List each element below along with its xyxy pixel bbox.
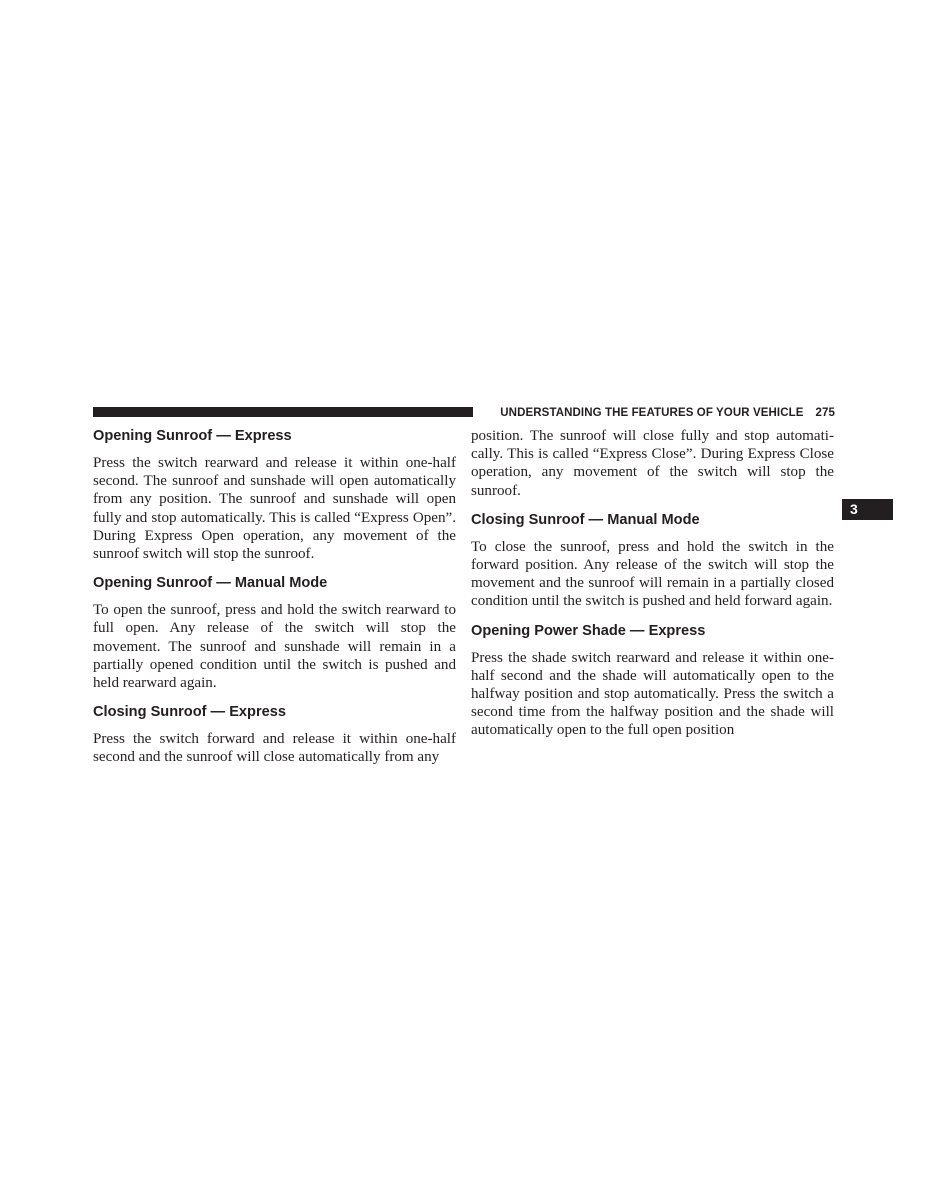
- running-title: UNDERSTANDING THE FEATURES OF YOUR VEHICLE: [500, 407, 804, 419]
- section-body-opening-sunroof-express: Press the switch rearward and release it within one-half second. The sunroof and sunshade will open automatically from any position. The sunroof and sunshade will open fully and stop automatically. This is called “Express Open”. During Express Open operation, any movement of the sunroof switch will stop the sunroof.: [93, 455, 456, 563]
- section-heading-closing-sunroof-express: Closing Sunroof — Express: [93, 704, 286, 721]
- continued-paragraph: position. The sunroof will close fully and stop automatically. This is called “Express Close”. During Express Close operation, any movement of the switch will stop the sunroof.: [471, 428, 834, 499]
- section-heading-opening-power-shade-express: Opening Power Shade — Express: [471, 622, 706, 639]
- section-body-closing-sunroof-express: Press the switch forward and release it within one-half second and the sunroof will close automatically from any: [93, 731, 456, 766]
- section-heading-closing-sunroof-manual: Closing Sunroof — Manual Mode: [471, 511, 700, 528]
- section-heading-opening-sunroof-express: Opening Sunroof — Express: [93, 428, 292, 444]
- chapter-tab: 3: [842, 499, 893, 520]
- section-body-opening-sunroof-manual: To open the sunroof, press and hold the switch rearward to full open. Any release of the switch will stop the movement. The sunroof and sunshade will remain in a partially opened condition until the switch is pushed and held rearward again.: [93, 602, 456, 692]
- running-head: [483, 405, 835, 421]
- left-column: [93, 426, 456, 777]
- right-column: [471, 426, 834, 750]
- header-rule: [93, 407, 473, 417]
- section-body-closing-sunroof-manual: To close the sunroof, press and hold the switch in the forward position. Any release of the switch will stop the movement and the sunroof will remain in a partially closed condition until the switch is pushed and held forward again.: [471, 538, 834, 610]
- page-number: 275: [815, 407, 835, 419]
- section-body-opening-power-shade-express: Press the shade switch rearward and release it within one-half second and the shade will automatically open to the halfway position and stop automatically. Press the switch a second time from the halfway position and the shade will automatically open to the full open position: [471, 649, 834, 739]
- section-heading-opening-sunroof-manual: Opening Sunroof — Manual Mode: [93, 575, 328, 592]
